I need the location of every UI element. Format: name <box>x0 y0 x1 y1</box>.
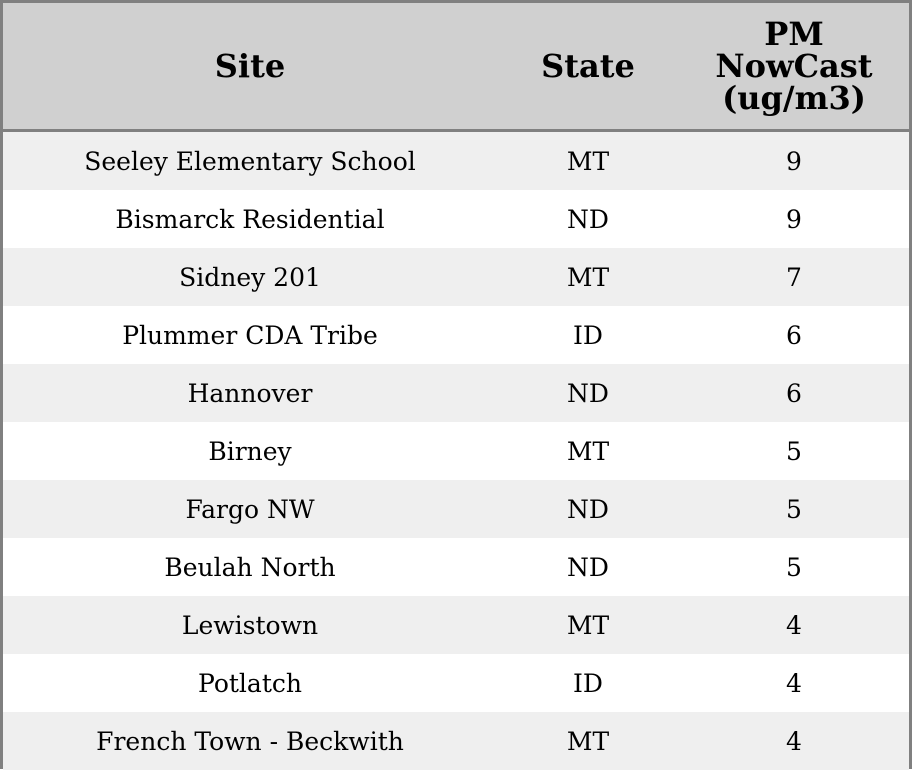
site-cell: Potlatch <box>198 668 302 698</box>
state-cell: MT <box>566 726 610 756</box>
table-row <box>3 654 909 712</box>
column-header-site: Site <box>214 47 286 85</box>
pm-nowcast-cell: 6 <box>786 378 802 408</box>
pm-nowcast-cell: 4 <box>786 668 802 698</box>
pm-nowcast-cell: 7 <box>786 262 802 292</box>
table-row <box>3 538 909 596</box>
state-cell: ID <box>573 668 603 698</box>
site-cell: Seeley Elementary School <box>84 146 416 176</box>
table-row <box>3 712 909 770</box>
table-row <box>3 596 909 654</box>
column-header-state: State <box>541 47 635 85</box>
table-row <box>3 248 909 306</box>
state-cell: ND <box>567 378 609 408</box>
state-cell: MT <box>566 610 610 640</box>
pm-nowcast-cell: 6 <box>786 320 802 350</box>
state-cell: ND <box>567 204 609 234</box>
site-cell: Hannover <box>187 378 313 408</box>
table-row <box>3 364 909 422</box>
state-cell: MT <box>566 146 610 176</box>
pm-nowcast-cell: 5 <box>786 552 802 582</box>
pm-nowcast-cell: 9 <box>786 204 802 234</box>
table-row <box>3 132 909 190</box>
column-header-pm-nowcast: PM NowCast (ug/m3) <box>715 15 873 117</box>
state-cell: ND <box>567 552 609 582</box>
site-cell: Fargo NW <box>185 494 315 524</box>
state-cell: MT <box>566 262 610 292</box>
site-cell: French Town - Beckwith <box>96 726 404 756</box>
table-row <box>3 190 909 248</box>
site-cell: Lewistown <box>181 610 319 640</box>
site-cell: Plummer CDA Tribe <box>122 320 378 350</box>
table-row <box>3 422 909 480</box>
state-cell: ID <box>573 320 603 350</box>
pm-nowcast-cell: 4 <box>786 610 802 640</box>
pm-nowcast-cell: 5 <box>786 494 802 524</box>
site-cell: Bismarck Residential <box>115 204 385 234</box>
site-cell: Birney <box>208 436 292 466</box>
state-cell: MT <box>566 436 610 466</box>
site-cell: Beulah North <box>164 552 336 582</box>
table-row <box>3 480 909 538</box>
site-cell: Sidney 201 <box>179 262 321 292</box>
pm-nowcast-cell: 4 <box>786 726 802 756</box>
table-row <box>3 306 909 364</box>
pm-nowcast-cell: 5 <box>786 436 802 466</box>
state-cell: ND <box>567 494 609 524</box>
table-header-row <box>3 3 909 132</box>
pm-nowcast-cell: 9 <box>786 146 802 176</box>
